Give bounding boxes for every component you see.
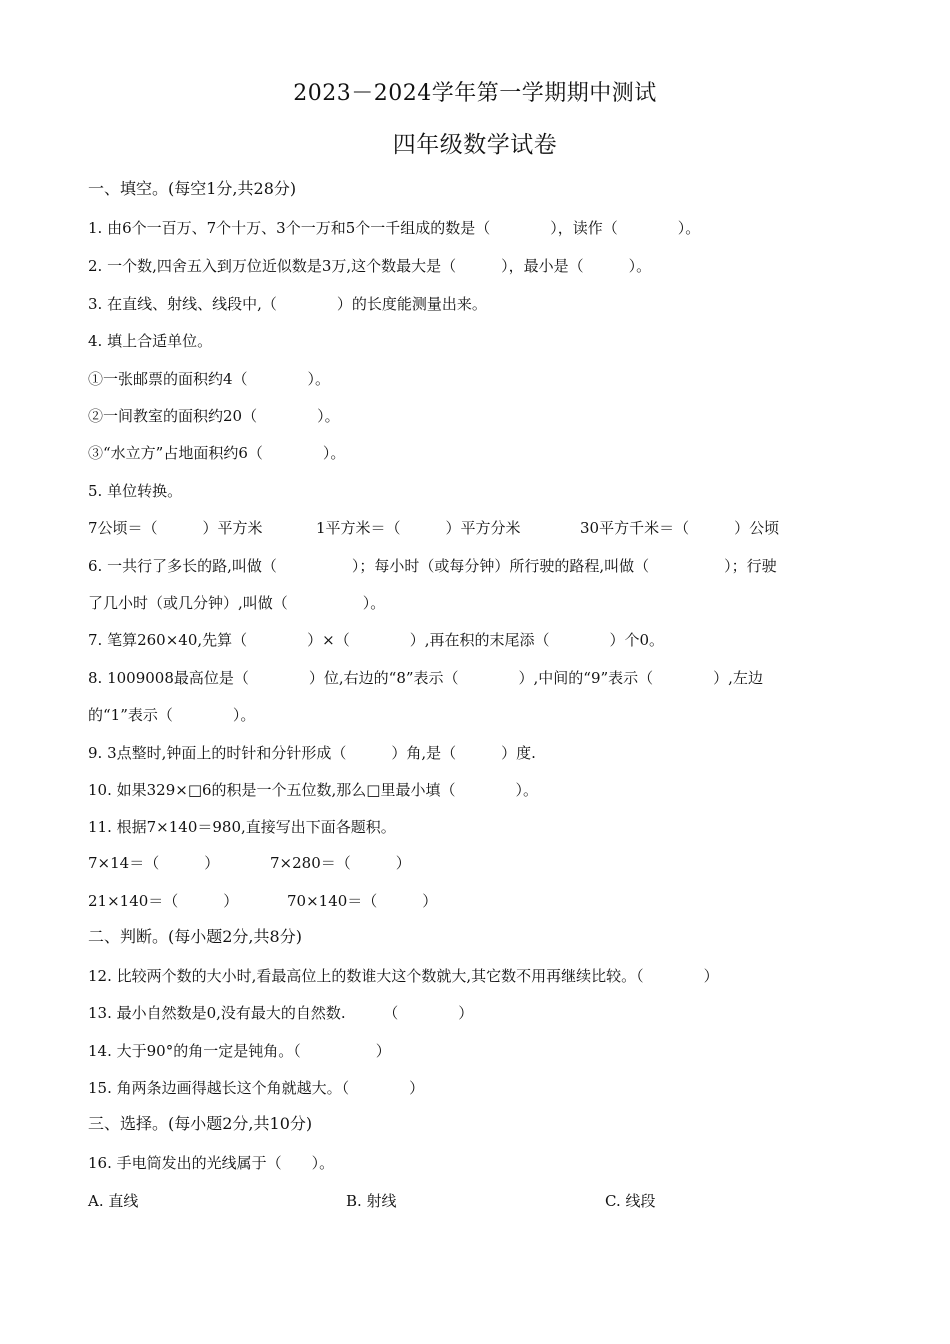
question-4-part-2: ②一间教室的面积约20（ ）。 bbox=[88, 407, 340, 425]
section-heading-judgment: 二、判断。(每小题2分,共8分) bbox=[88, 927, 302, 946]
question-11-item-3: 21×140＝（ ） bbox=[88, 892, 239, 910]
question-11: 11. 根据7×140＝980,直接写出下面各题积。 bbox=[88, 818, 396, 836]
question-8-cont: 的“1”表示（ ）。 bbox=[88, 706, 256, 724]
question-12: 12. 比较两个数的大小时,看最高位上的数谁大这个数就大,其它数不用再继续比较。（ ） bbox=[88, 967, 719, 985]
question-16-option-c: C. 线段 bbox=[605, 1192, 656, 1210]
exam-title: 2023－2024学年第一学期期中测试 bbox=[293, 81, 657, 106]
question-9: 9. 3点整时,钟面上的时针和分针形成（ ）角,是（ ）度. bbox=[88, 744, 536, 762]
question-10: 10. 如果329×□6的积是一个五位数,那么□里最小填（ ）。 bbox=[88, 781, 538, 799]
question-5-item-2: 1平方米＝（ ）平方分米 bbox=[316, 519, 521, 537]
question-5-item-3: 30平方千米＝（ ）公顷 bbox=[580, 519, 780, 537]
question-6: 6. 一共行了多长的路,叫做（ ）；每小时（或每分钟）所行驶的路程,叫做（ ）；行驶 bbox=[88, 557, 777, 575]
question-6-cont: 了几小时（或几分钟）,叫做（ ）。 bbox=[88, 594, 386, 612]
question-4: 4. 填上合适单位。 bbox=[88, 332, 213, 350]
question-11-item-4: 70×140＝（ ） bbox=[287, 892, 438, 910]
section-heading-fill-blank: 一、填空。(每空1分,共28分) bbox=[88, 179, 297, 198]
question-2: 2. 一个数,四舍五入到万位近似数是3万,这个数最大是（ ），最小是（ ）。 bbox=[88, 257, 652, 275]
question-16-option-b: B. 射线 bbox=[346, 1192, 397, 1210]
question-5-item-1: 7公顷＝（ ）平方米 bbox=[88, 519, 263, 537]
question-7: 7. 笔算260×40,先算（ ）×（ ）,再在积的末尾添（ ）个0。 bbox=[88, 631, 665, 649]
question-4-part-1: ①一张邮票的面积约4（ ）。 bbox=[88, 370, 331, 388]
exam-subtitle: 四年级数学试卷 bbox=[392, 132, 558, 158]
question-5: 5. 单位转换。 bbox=[88, 482, 183, 500]
question-1: 1. 由6个一百万、7个十万、3个一万和5个一千组成的数是（ ），读作（ ）。 bbox=[88, 219, 701, 237]
question-4-part-3: ③“水立方”占地面积约6（ ）。 bbox=[88, 444, 346, 462]
question-15: 15. 角两条边画得越长这个角就越大。（ ） bbox=[88, 1079, 425, 1097]
question-11-item-2: 7×280＝（ ） bbox=[270, 854, 411, 872]
section-heading-choice: 三、选择。(每小题2分,共10分) bbox=[88, 1114, 313, 1133]
question-13: 13. 最小自然数是0,没有最大的自然数. （ ） bbox=[88, 1004, 474, 1022]
question-8: 8. 1009008最高位是（ ）位,右边的“8”表示（ ）,中间的“9”表示（ ）,左边 bbox=[88, 669, 763, 687]
question-14: 14. 大于90°的角一定是钝角。（ ） bbox=[88, 1042, 391, 1060]
question-11-item-1: 7×14＝（ ） bbox=[88, 854, 220, 872]
question-16: 16. 手电筒发出的光线属于（ ）。 bbox=[88, 1154, 335, 1172]
question-16-option-a: A. 直线 bbox=[88, 1192, 139, 1210]
question-3: 3. 在直线、射线、线段中,（ ）的长度能测量出来。 bbox=[88, 295, 487, 313]
